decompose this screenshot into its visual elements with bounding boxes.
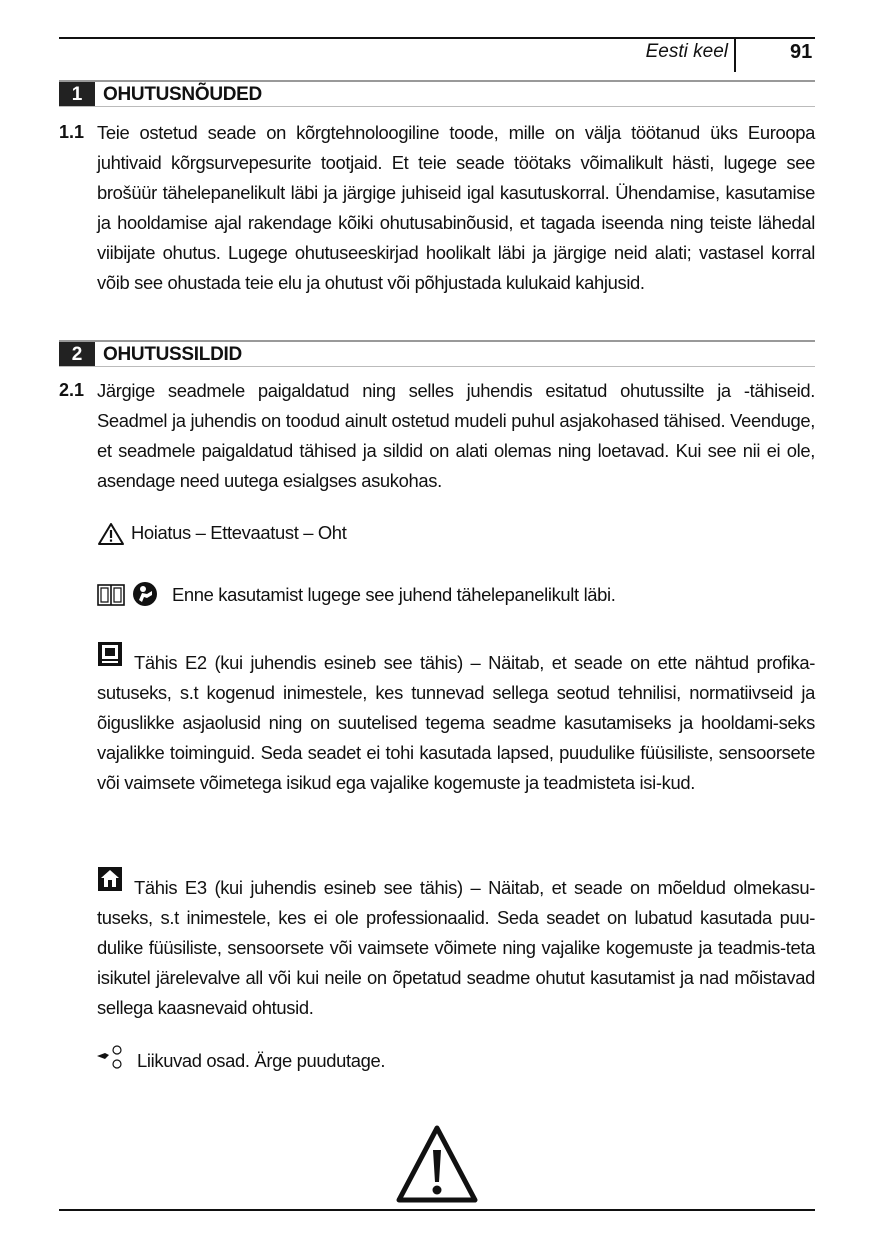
item-1-1-number: 1.1: [59, 122, 85, 142]
moving-parts-icon: [95, 1042, 125, 1072]
header-language: Eesti keel: [645, 41, 728, 62]
warning-symbol-text: Hoiatus – Ettevaatust – Oht: [131, 522, 347, 543]
header-rule: [59, 37, 815, 39]
section-2-heading: [59, 340, 815, 367]
section-1-title: OHUTUSNÕUDED: [103, 84, 262, 105]
e2-symbol-text: Tähis E2 (kui juhendis esineb see tähis) – Näitab, et seade on ette nähtud profika-sutuseks, s.t kogenud inimestele, kes tunnevad sellega seotud tehnilisi, normatiivseid ja õiguslikke asjaolusid ning on suutelised tegema seadme kasutamiseks ja hooldami-seks vajalikke toiminguid. Seda seadet ei tohi kasutada lapsed, puudulike füüsiliste, sensoorsete või vaimsete võimetega isikud ega vajalike kogemuste ja teadmisteta isi-kud.: [97, 652, 815, 793]
item-2-1-text: Järgige seadmele paigaldatud ning selles juhendis esitatud ohutussilte ja -tähiseid. Seadmel ja juhendis on toodud ainult ostetud mudeli puhul asjakohased tähised. Veenduge, et seadmele paigaldatud tähised ja sildid on alati olemas ning loetavad. Kui see nii ei ole, asendage need uutega esialgses asukohas.: [97, 380, 815, 491]
item-1-1-text: Teie ostetud seade on kõrgtehnoloogiline toode, mille on välja töötanud üks Euroopa juhtivaid kõrgsurvepesurite tootjaid. Et teie seade töötaks võimalikult hästi, lugege see brošüür tähelepanelikult läbi ja järgige juhiseid igal kasutuskorral. Ühendamise, kasutamise ja hooldamise ajal rakendage kõiki ohutusabinõusid, et tagada iseenda ning teiste lähedal viibijate ohutus. Lugege ohutuseeskirjad hoolikalt läbi ja järgige neid alati; vastasel korral võib see ohustada teie elu ja ohutust või põhjustada kulukaid kahjusid.: [97, 122, 815, 293]
item-2-1-number: 2.1: [59, 380, 85, 400]
book-icon: [97, 583, 125, 607]
warning-icon: [97, 522, 125, 546]
moving-parts-text: Liikuvad osad. Ärge puudutage.: [137, 1050, 386, 1071]
large-warning-icon: [395, 1124, 479, 1204]
section-1-heading: [59, 80, 815, 107]
page-number: 91: [790, 41, 813, 63]
manual-symbol-text: Enne kasutamist lugege see juhend tähelepanelikult läbi.: [172, 584, 616, 605]
section-1-number: 1: [59, 82, 95, 106]
section-2-title: OHUTUSSILDID: [103, 344, 242, 365]
read-manual-icon: [132, 581, 158, 607]
section-2-number: 2: [59, 342, 95, 366]
footer-rule: [59, 1209, 815, 1211]
header-separator: [734, 39, 736, 72]
e3-symbol-text: Tähis E3 (kui juhendis esineb see tähis) – Näitab, et seade on mõeldud olmekasu-tuseks, s.t inimestele, kes ei ole professionaalid. Seda seadet on lubatud kasutada puu-dulike füüsiliste, sensoorsete või vaimsete võimete ning vajalike kogemuste ja teadmis-teta isikutel järelevalve all või kui neile on õpetatud seadme ohutut kasutamist ja nad mõistavad sellega kaasnevaid ohtusid.: [97, 877, 815, 1018]
